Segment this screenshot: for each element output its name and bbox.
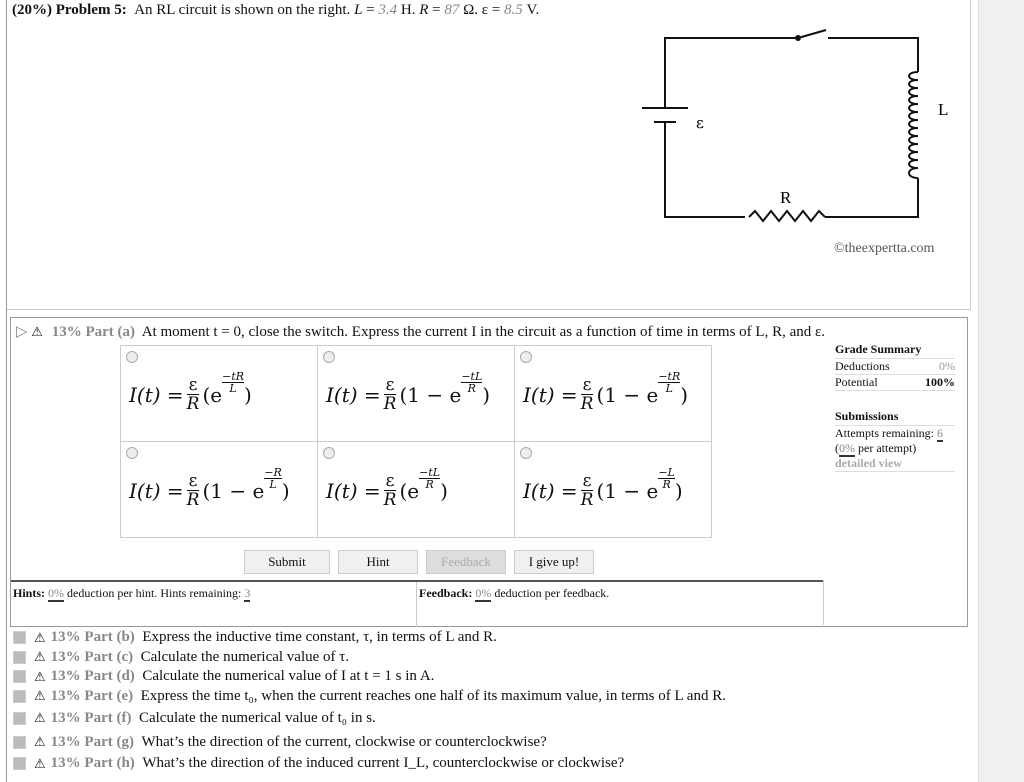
part-percent: 13% [50,687,81,704]
denominator: R [383,490,397,510]
deductions-label: Deductions [835,359,890,373]
part-text: What’s the direction of the current, clockwise or counterclockwise? [141,733,547,750]
part-label: Part (h) [84,755,135,772]
right-border [970,0,971,310]
hints-feedback-bar [11,580,823,627]
expand-arrow-icon[interactable]: ▷ [16,324,28,340]
emf-label: ε [696,114,704,132]
part-item[interactable] [13,706,726,730]
exponent [419,467,440,490]
divider [416,582,417,627]
answer-option[interactable] [515,442,712,538]
formula [326,370,491,414]
exponent-num: −R [264,466,282,479]
part-label: Part (c) [84,648,134,665]
warning-icon: ⚠ [34,710,46,725]
formula-close: ) [440,478,448,503]
switch [798,30,826,38]
collapse-icon[interactable] [13,690,26,703]
denominator: R [383,394,397,414]
formula-lhs: I(t) = [326,478,381,503]
formula [129,466,290,510]
fraction [581,376,594,413]
emf-symbol: ε [481,2,489,18]
formula [523,466,683,510]
exponent-num: −L [658,466,675,479]
answer-option[interactable] [515,346,712,442]
part-item[interactable] [13,648,726,668]
problem-label: Problem 5: [55,2,127,18]
numerator: ε [385,375,395,395]
answer-options [120,345,712,538]
fraction [187,376,200,413]
part-text: Express the inductive time constant, τ, in terms of L and R. [142,629,497,646]
potential-value: 100% [925,375,955,389]
hints-pct: 0% [48,586,65,600]
formula [129,370,252,414]
divider [7,309,970,310]
numerator: ε [188,375,198,395]
part-label: Part (d) [84,668,135,685]
exponent-den: L [269,478,277,491]
other-parts-list [13,628,726,774]
exponent-den: L [229,382,237,395]
exponent [222,371,244,394]
action-buttons [244,550,594,574]
radio-button[interactable] [323,351,335,363]
rl-circuit-diagram [630,20,960,240]
collapse-icon[interactable] [13,631,26,644]
inductor [909,72,918,178]
exponent [658,371,680,394]
fraction [187,472,200,509]
exponent [658,467,675,490]
give-up-button[interactable]: I give up! [514,550,594,574]
warning-icon: ⚠ [34,649,46,665]
feedback-pct: 0% [475,586,492,600]
submissions-title: Submissions [835,409,955,426]
radio-button[interactable] [520,447,532,459]
resistor-label: R [780,188,792,207]
r-value: 87 [444,2,460,18]
r-symbol: R [419,2,429,18]
answer-option[interactable] [121,442,318,538]
inductor-label: L [938,100,949,119]
l-unit: H. [400,2,416,18]
part-item[interactable] [13,754,726,774]
formula-body: (1 − e [202,478,265,503]
formula-lhs: I(t) = [326,382,381,407]
part-percent: 13% [50,755,81,772]
exponent-num: −tR [222,370,245,383]
radio-button[interactable] [520,351,532,363]
part-item[interactable] [13,687,726,707]
denominator: R [186,490,200,510]
l-value: 3.4 [378,2,398,18]
part-percent: 13% [50,733,81,750]
hint-button[interactable]: Hint [338,550,418,574]
warning-icon: ⚠ [31,324,43,339]
weight: (20%) [12,2,52,18]
radio-button[interactable] [323,447,335,459]
problem-text: An RL circuit is shown on the right. [134,2,351,18]
submit-button[interactable]: Submit [244,550,330,574]
exponent [264,467,282,490]
radio-button[interactable] [126,351,138,363]
formula-close: ) [482,382,491,407]
resistor [749,211,825,221]
formula-body: (e [202,382,223,407]
numerator: ε [188,471,198,491]
per-attempt-pct: 0% [839,441,855,455]
hints-text: deduction per hint. Hints remaining: [67,586,242,600]
formula-close: ) [674,478,683,503]
answer-option[interactable] [121,346,318,442]
formula [523,370,689,414]
emf-unit: V. [526,2,540,18]
part-item[interactable] [13,628,726,648]
feedback-text: deduction per feedback. [494,586,610,600]
deductions-value: 0% [939,359,955,373]
attempts-value: 6 [936,426,943,440]
paren: ( [835,441,839,455]
problem-statement: (20%) Problem 5: An RL circuit is shown on the right. L = 3.4 H. R = 87 Ω. ε = 8.5 V. [12,2,540,18]
exponent [461,371,482,394]
feedback-info [419,586,609,601]
formula-body: (e [399,478,420,503]
warning-icon: ⚠ [34,734,46,749]
warning-icon: ⚠ [34,629,46,645]
collapse-icon[interactable] [13,670,26,683]
warning-icon: ⚠ [34,668,46,684]
denominator: R [186,394,200,414]
fraction [384,376,397,413]
grade-summary [835,342,955,472]
l-symbol: L [354,2,363,18]
left-border [6,0,7,782]
detailed-view-link[interactable]: detailed view [835,456,955,472]
part-label: Part (a) [85,324,136,340]
exponent-num: −tL [461,370,483,383]
denominator: R [580,394,594,414]
numerator: ε [582,375,592,395]
collapse-icon[interactable] [13,736,26,749]
exponent-den: L [665,382,673,395]
collapse-icon[interactable] [13,651,26,664]
part-text: At moment t = 0, close the switch. Express the current I in the circuit as a function of time in terms of L, R, and ε. [141,324,826,340]
feedback-button: Feedback [426,550,506,574]
part-text: Calculate the numerical value of τ. [140,648,350,665]
formula-close: ) [244,382,252,407]
part-percent: 13% [50,648,81,665]
formula-lhs: I(t) = [129,382,184,407]
answer-option[interactable] [318,346,515,442]
per-attempt-text: per attempt) [858,441,917,455]
formula-lhs: I(t) = [523,478,578,503]
scrollbar[interactable] [978,0,1024,782]
potential-label: Potential [835,375,878,389]
numerator: ε [582,471,592,491]
collapse-icon[interactable] [13,712,26,725]
feedback-label: Feedback: [419,586,473,600]
hints-label: Hints: [13,586,46,600]
formula-lhs: I(t) = [523,382,578,407]
formula-body: (1 − e [596,382,659,407]
part-a-panel [10,317,968,627]
part-text: Calculate the numerical value of I at t = 1 s in A. [142,668,435,685]
part-label: Part (g) [84,733,134,750]
formula-body: (1 − e [399,382,462,407]
part-a-header [16,322,825,341]
fraction [581,472,594,509]
credit: ©theexpertta.com [834,241,935,256]
warning-icon: ⚠ [34,688,46,704]
formula-close: ) [281,478,290,503]
exponent-num: −tL [419,466,441,479]
part-label: Part (f) [84,709,132,726]
exponent-den: R [467,382,476,395]
part-item[interactable] [13,667,726,687]
numerator: ε [385,471,395,491]
collapse-icon[interactable] [13,757,26,770]
formula-body: (1 − e [596,478,659,503]
r-unit: Ω. [463,2,479,18]
part-text: What’s the direction of the induced current I_L, counterclockwise or clockwise? [142,755,625,772]
part-percent: 13% [50,629,81,646]
fraction [384,472,397,509]
part-percent: 13% [51,324,82,340]
divider [823,580,824,625]
grade-title: Grade Summary [835,342,955,359]
denominator: R [580,490,594,510]
hints-info [13,586,250,601]
radio-button[interactable] [126,447,138,459]
part-label: Part (e) [84,687,134,704]
part-percent: 13% [50,709,81,726]
emf-value: 8.5 [504,2,523,18]
part-label: Part (b) [84,629,135,646]
exponent-den: R [425,478,434,491]
hints-remaining: 3 [244,586,251,600]
part-percent: 13% [50,668,81,685]
formula-lhs: I(t) = [129,478,184,503]
part-item[interactable] [13,730,726,754]
formula-close: ) [680,382,689,407]
part-text: Calculate the numerical value of t₀ in s. [138,709,376,726]
exponent-den: R [662,478,671,491]
warning-icon: ⚠ [34,755,46,771]
part-text: Express the time t₀, when the current reaches one half of its maximum value, in terms of L and R. [140,687,726,704]
answer-option[interactable] [318,442,515,538]
attempts-label: Attempts remaining: [835,426,934,440]
exponent-num: −tR [658,370,681,383]
formula [326,466,448,510]
